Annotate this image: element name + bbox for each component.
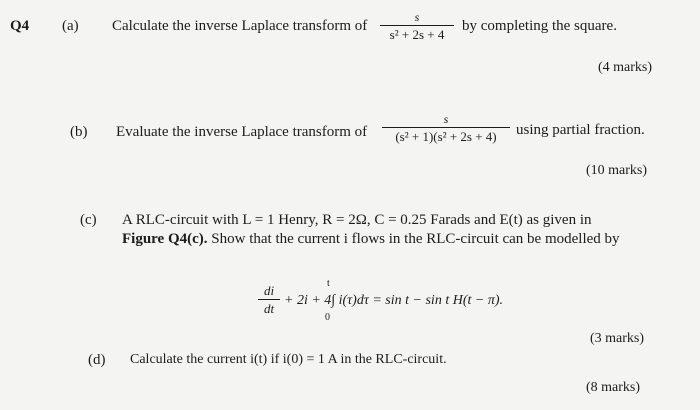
part-a-text-post: by completing the square. [462, 18, 617, 34]
part-a-text: Calculate the inverse Laplace transform of [112, 18, 368, 34]
part-b-text-post: using partial fraction. [516, 122, 645, 138]
figure-reference: Figure Q4(c). [122, 231, 208, 247]
integral-lower-limit: 0 [325, 312, 330, 323]
part-d-text: Calculate the current i(t) if i(0) = 1 A in the RLC-circuit. [130, 352, 447, 367]
equation-derivative [258, 284, 280, 316]
integral-upper-limit: t [327, 278, 330, 289]
part-d-marks: (8 marks) [586, 380, 641, 395]
part-b-label: (b) [70, 124, 88, 140]
part-c-line2 [122, 231, 620, 248]
part-b-marks: (10 marks) [586, 163, 648, 178]
part-b-text: Evaluate the inverse Laplace transform of [116, 124, 368, 140]
part-c-label: (c) [80, 212, 97, 228]
part-c-line1: A RLC-circuit with L = 1 Henry, R = 2Ω, C = 0.25 Farads and E(t) as given in [122, 212, 592, 228]
part-d-label: (d) [88, 352, 106, 368]
part-a-label: (a) [62, 18, 79, 34]
part-b-fraction-denominator: (s² + 1)(s² + 2s + 4) [395, 129, 497, 144]
equation-derivative-den: dt [263, 301, 275, 316]
equation-body: + 2i + 4∫ i(τ)dτ = sin t − sin t H(t − π). [284, 293, 503, 308]
part-b-fraction [382, 112, 510, 144]
part-a-fraction-denominator: s² + 2s + 4 [389, 27, 445, 42]
part-c-marks: (3 marks) [590, 331, 645, 346]
part-a-marks: (4 marks) [598, 60, 653, 75]
part-b-fraction-numerator: s [443, 112, 449, 126]
equation-derivative-num: di [263, 283, 275, 298]
part-a-fraction-numerator: s [414, 10, 420, 24]
question-number: Q4 [10, 18, 30, 34]
part-c-line2-rest: Show that the current i flows in the RLC-circuit can be modelled by [211, 231, 620, 247]
part-a-fraction [380, 10, 454, 42]
